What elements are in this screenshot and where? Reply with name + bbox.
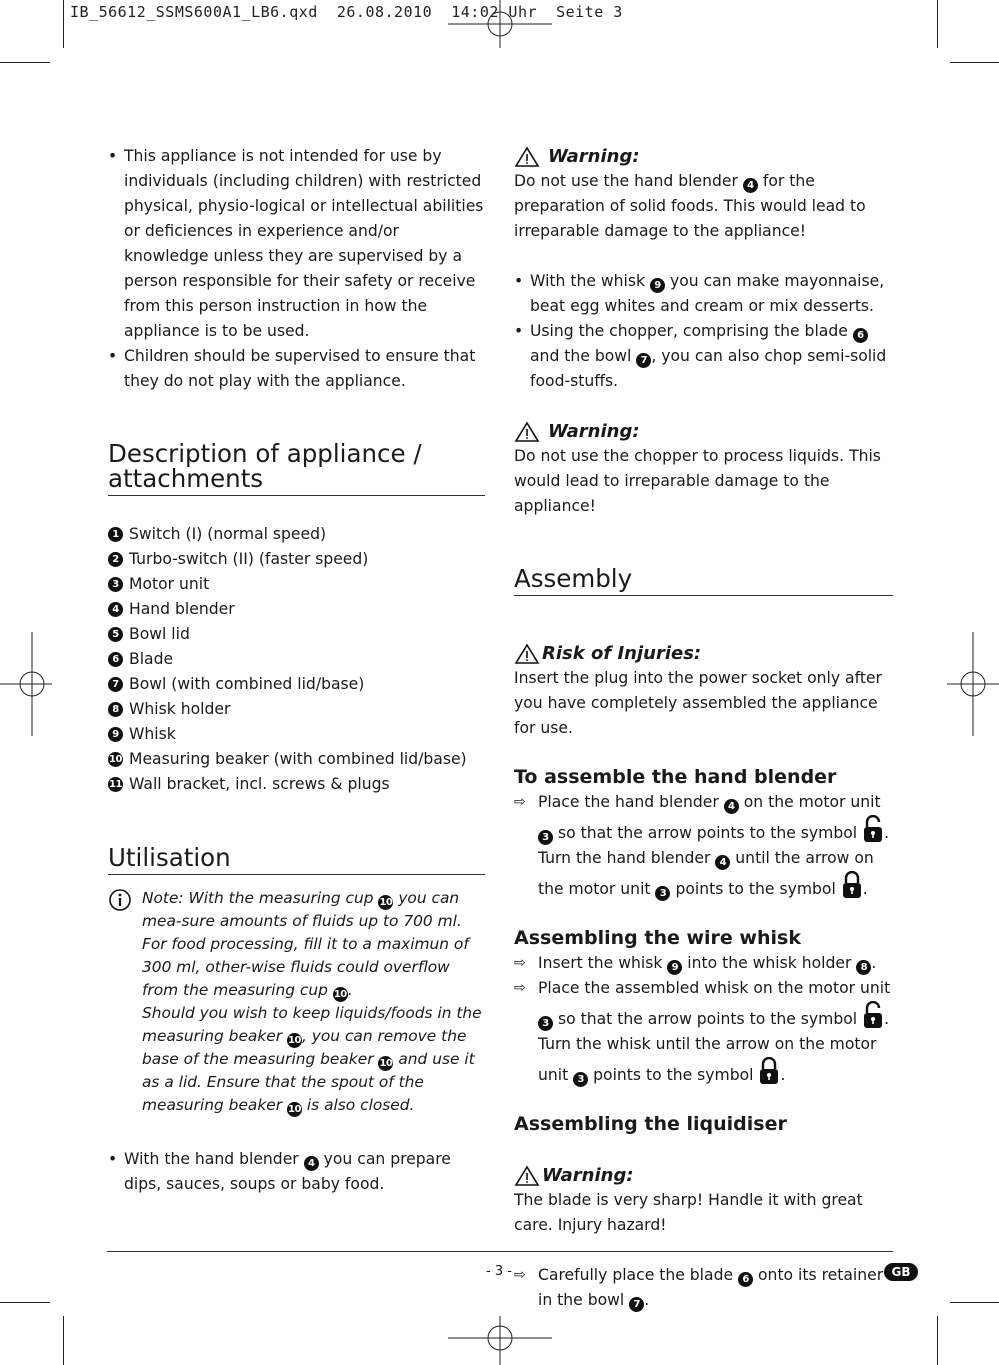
registration-mark-right [947,632,999,736]
note-text-part: . [347,981,353,999]
note-text-part: is also closed. [306,1096,415,1114]
step-text: until the arrow on the motor unit [538,849,874,898]
number-badge: 10 [288,1104,301,1115]
step-item [514,951,893,976]
step-text: points to the symbol [675,880,836,898]
left-column [108,144,485,1197]
warning-text-part: Do not use the hand blender [514,172,738,190]
step-text: . [871,954,877,972]
number-badge: 3 [108,577,123,592]
safety-bullet: • Children should be supervised to ensure that they do not play with the appliance. [108,344,485,394]
list-item [108,572,485,597]
number-badge: 11 [109,779,122,790]
list-item [108,622,485,647]
crop-mark [950,1302,999,1303]
number-badge: 4 [715,855,730,870]
unlock-icon [862,1001,884,1029]
number-badge: 7 [629,1297,644,1312]
warning-heading [514,144,893,169]
step-text: Insert the whisk [538,954,663,972]
warning-label: Warning: [542,1165,634,1186]
safety-bullet: • This appliance is not intended for use by individuals (including children) with restricted physical, physio-logical or intellectual abilities or deficiences in experience and/or knowledge unless they are supervised by a person responsible for their safety or receive from this person instruction in how the appliance is to be used. [108,144,485,344]
warning-label: Warning: [548,146,640,167]
registration-mark-top [448,0,552,50]
number-badge: 7 [636,353,651,368]
number-badge: 1 [108,527,123,542]
number-badge: 7 [108,677,123,692]
info-icon [108,888,132,912]
step-text: . Turn the whisk until the arrow on the motor unit [538,1010,890,1084]
blender-bullet [108,1147,485,1197]
print-slug: IB_56612_SSMS600A1_LB6.qxd 26.08.2010 14:02 Uhr Seite 3 [70,3,623,21]
crop-mark [937,0,938,48]
crop-mark [63,1316,64,1365]
registration-mark-left [0,632,52,736]
risk-heading [514,641,893,666]
number-badge: 9 [650,278,665,293]
crop-mark [0,1302,50,1303]
number-badge: 10 [333,989,347,1000]
step-text: Carefully place the blade [538,1266,734,1284]
warning-icon [514,421,540,443]
warning-icon [514,643,540,665]
risk-label: Risk of Injuries: [542,643,702,664]
step-text: . Turn the hand blender [538,824,890,867]
warning-text: Do not use the chopper to process liquids. This would lead to irreparable damage to the appliance! [514,447,881,515]
step-text: on the motor unit [743,793,881,811]
lock-icon [758,1057,780,1085]
whisk-bullet [514,269,893,319]
chopper-bullet [514,319,893,394]
wire-whisk-heading: Assembling the wire whisk [514,927,801,949]
list-item [108,747,485,772]
list-item [108,722,485,747]
crop-mark [950,62,999,63]
lock-icon [841,871,863,899]
note-block [108,887,485,1117]
step-item [514,1263,893,1313]
note-text [142,887,485,1117]
step-text: . [862,880,868,898]
step-text: points to the symbol [593,1066,754,1084]
number-badge: 3 [538,1016,553,1031]
warning-icon [514,1165,540,1187]
crop-mark [0,62,50,63]
part-label: Hand blender [129,600,235,618]
bullet-text: you can make mayonnaise, beat egg whites and cream or mix desserts. [530,272,885,315]
step-text: so that the arrow points to the symbol [557,824,858,842]
list-item [108,647,485,672]
step-text: onto its retainer in the bowl [538,1266,884,1309]
number-badge: 10 [379,897,393,908]
registration-mark-bottom [448,1316,552,1365]
risk-text: Insert the plug into the power socket only after you have completely assembled the appliance for use. [514,669,882,737]
part-label: Whisk holder [129,700,231,718]
step-item [514,976,893,1088]
step-text: Place the assembled whisk on the motor unit [538,979,891,997]
part-label: Bowl (with combined lid/base) [129,675,365,693]
note-text-part: Should you wish to keep liquids/foods in the measuring beaker [142,1004,482,1045]
warning-heading [514,1163,893,1188]
list-item [108,697,485,722]
number-badge: 4 [304,1156,319,1171]
page-number: - 3 - [486,1264,512,1279]
right-column [514,144,893,1313]
part-label: Blade [129,650,174,668]
utilisation-heading: Utilisation [108,845,485,875]
language-badge: GB [884,1263,918,1281]
number-badge: 2 [108,552,123,567]
unlock-icon [862,815,884,843]
bullet-text: you can prepare dips, sauces, soups or baby food. [124,1150,451,1193]
arrow-right-icon: ⇨ [514,980,526,996]
part-label: Switch (I) (normal speed) [129,525,327,543]
number-badge: 6 [853,328,868,343]
step-text: Place the hand blender [538,793,719,811]
number-badge: 4 [724,799,739,814]
arrow-right-icon: ⇨ [514,1267,526,1283]
number-badge: 6 [108,652,123,667]
note-text-part: and use it as a lid. Ensure that the spout of the measuring beaker [142,1050,475,1114]
number-badge: 8 [856,960,871,975]
hand-blender-heading: To assemble the hand blender [514,766,837,788]
number-badge: 3 [538,830,553,845]
number-badge: 10 [109,754,122,765]
number-badge: 10 [379,1058,393,1069]
warning-text-part: for the preparation of solid foods. This would lead to irreparable damage to the appliance! [514,172,866,240]
number-badge: 10 [288,1035,301,1046]
warning-text: The blade is very sharp! Handle it with great care. Injury hazard! [514,1191,863,1234]
part-label: Wall bracket, incl. screws & plugs [129,775,390,793]
bullet-text: Using the chopper, comprising the blade [530,322,848,340]
number-badge: 8 [108,702,123,717]
parts-list [108,522,485,797]
step-text: so that the arrow points to the symbol [557,1010,858,1028]
part-label: Whisk [129,725,176,743]
list-item [108,597,485,622]
number-badge: 6 [738,1272,753,1287]
note-text-part: Note: With the measuring cup [142,889,374,907]
footer-rule [107,1251,893,1252]
note-text-part: you can mea-sure amounts of fluids up to 700 ml. For food processing, fill it to a maximun of 300 ml, other-wise fluids could overflow from the measuring cup [142,889,469,999]
warning-label: Warning: [548,421,640,442]
bullet-text: and the bowl [530,347,632,365]
number-badge: 4 [743,178,758,193]
number-badge: 3 [655,886,670,901]
number-badge: 3 [573,1072,588,1087]
bullet-text: With the whisk [530,272,646,290]
arrow-right-icon: ⇨ [514,794,526,810]
list-item [108,547,485,572]
description-heading: Description of appliance / attachments [108,441,485,496]
crop-mark [63,0,64,48]
arrow-right-icon: ⇨ [514,955,526,971]
part-label: Bowl lid [129,625,190,643]
assembly-heading: Assembly [514,566,893,596]
warning-heading [514,419,893,444]
bullet-text: , you can also chop semi-solid food-stuffs. [530,347,887,390]
part-label: Measuring beaker (with combined lid/base) [129,750,467,768]
warning-text [514,169,893,244]
part-label: Motor unit [129,575,210,593]
bullet-text: With the hand blender [124,1150,299,1168]
step-text: . [780,1066,786,1084]
number-badge: 5 [108,627,123,642]
step-text: . [644,1291,650,1309]
step-text: into the whisk holder [687,954,852,972]
step-item [514,790,893,902]
crop-mark [937,1316,938,1365]
number-badge: 4 [108,602,123,617]
liquidiser-heading: Assembling the liquidiser [514,1113,787,1135]
note-text-part: , you can remove the base of the measuring beaker [142,1027,467,1068]
list-item [108,772,485,797]
number-badge: 9 [667,960,682,975]
list-item [108,522,485,547]
list-item [108,672,485,697]
part-label: Turbo-switch (II) (faster speed) [129,550,369,568]
number-badge: 9 [108,727,123,742]
warning-icon [514,146,540,168]
